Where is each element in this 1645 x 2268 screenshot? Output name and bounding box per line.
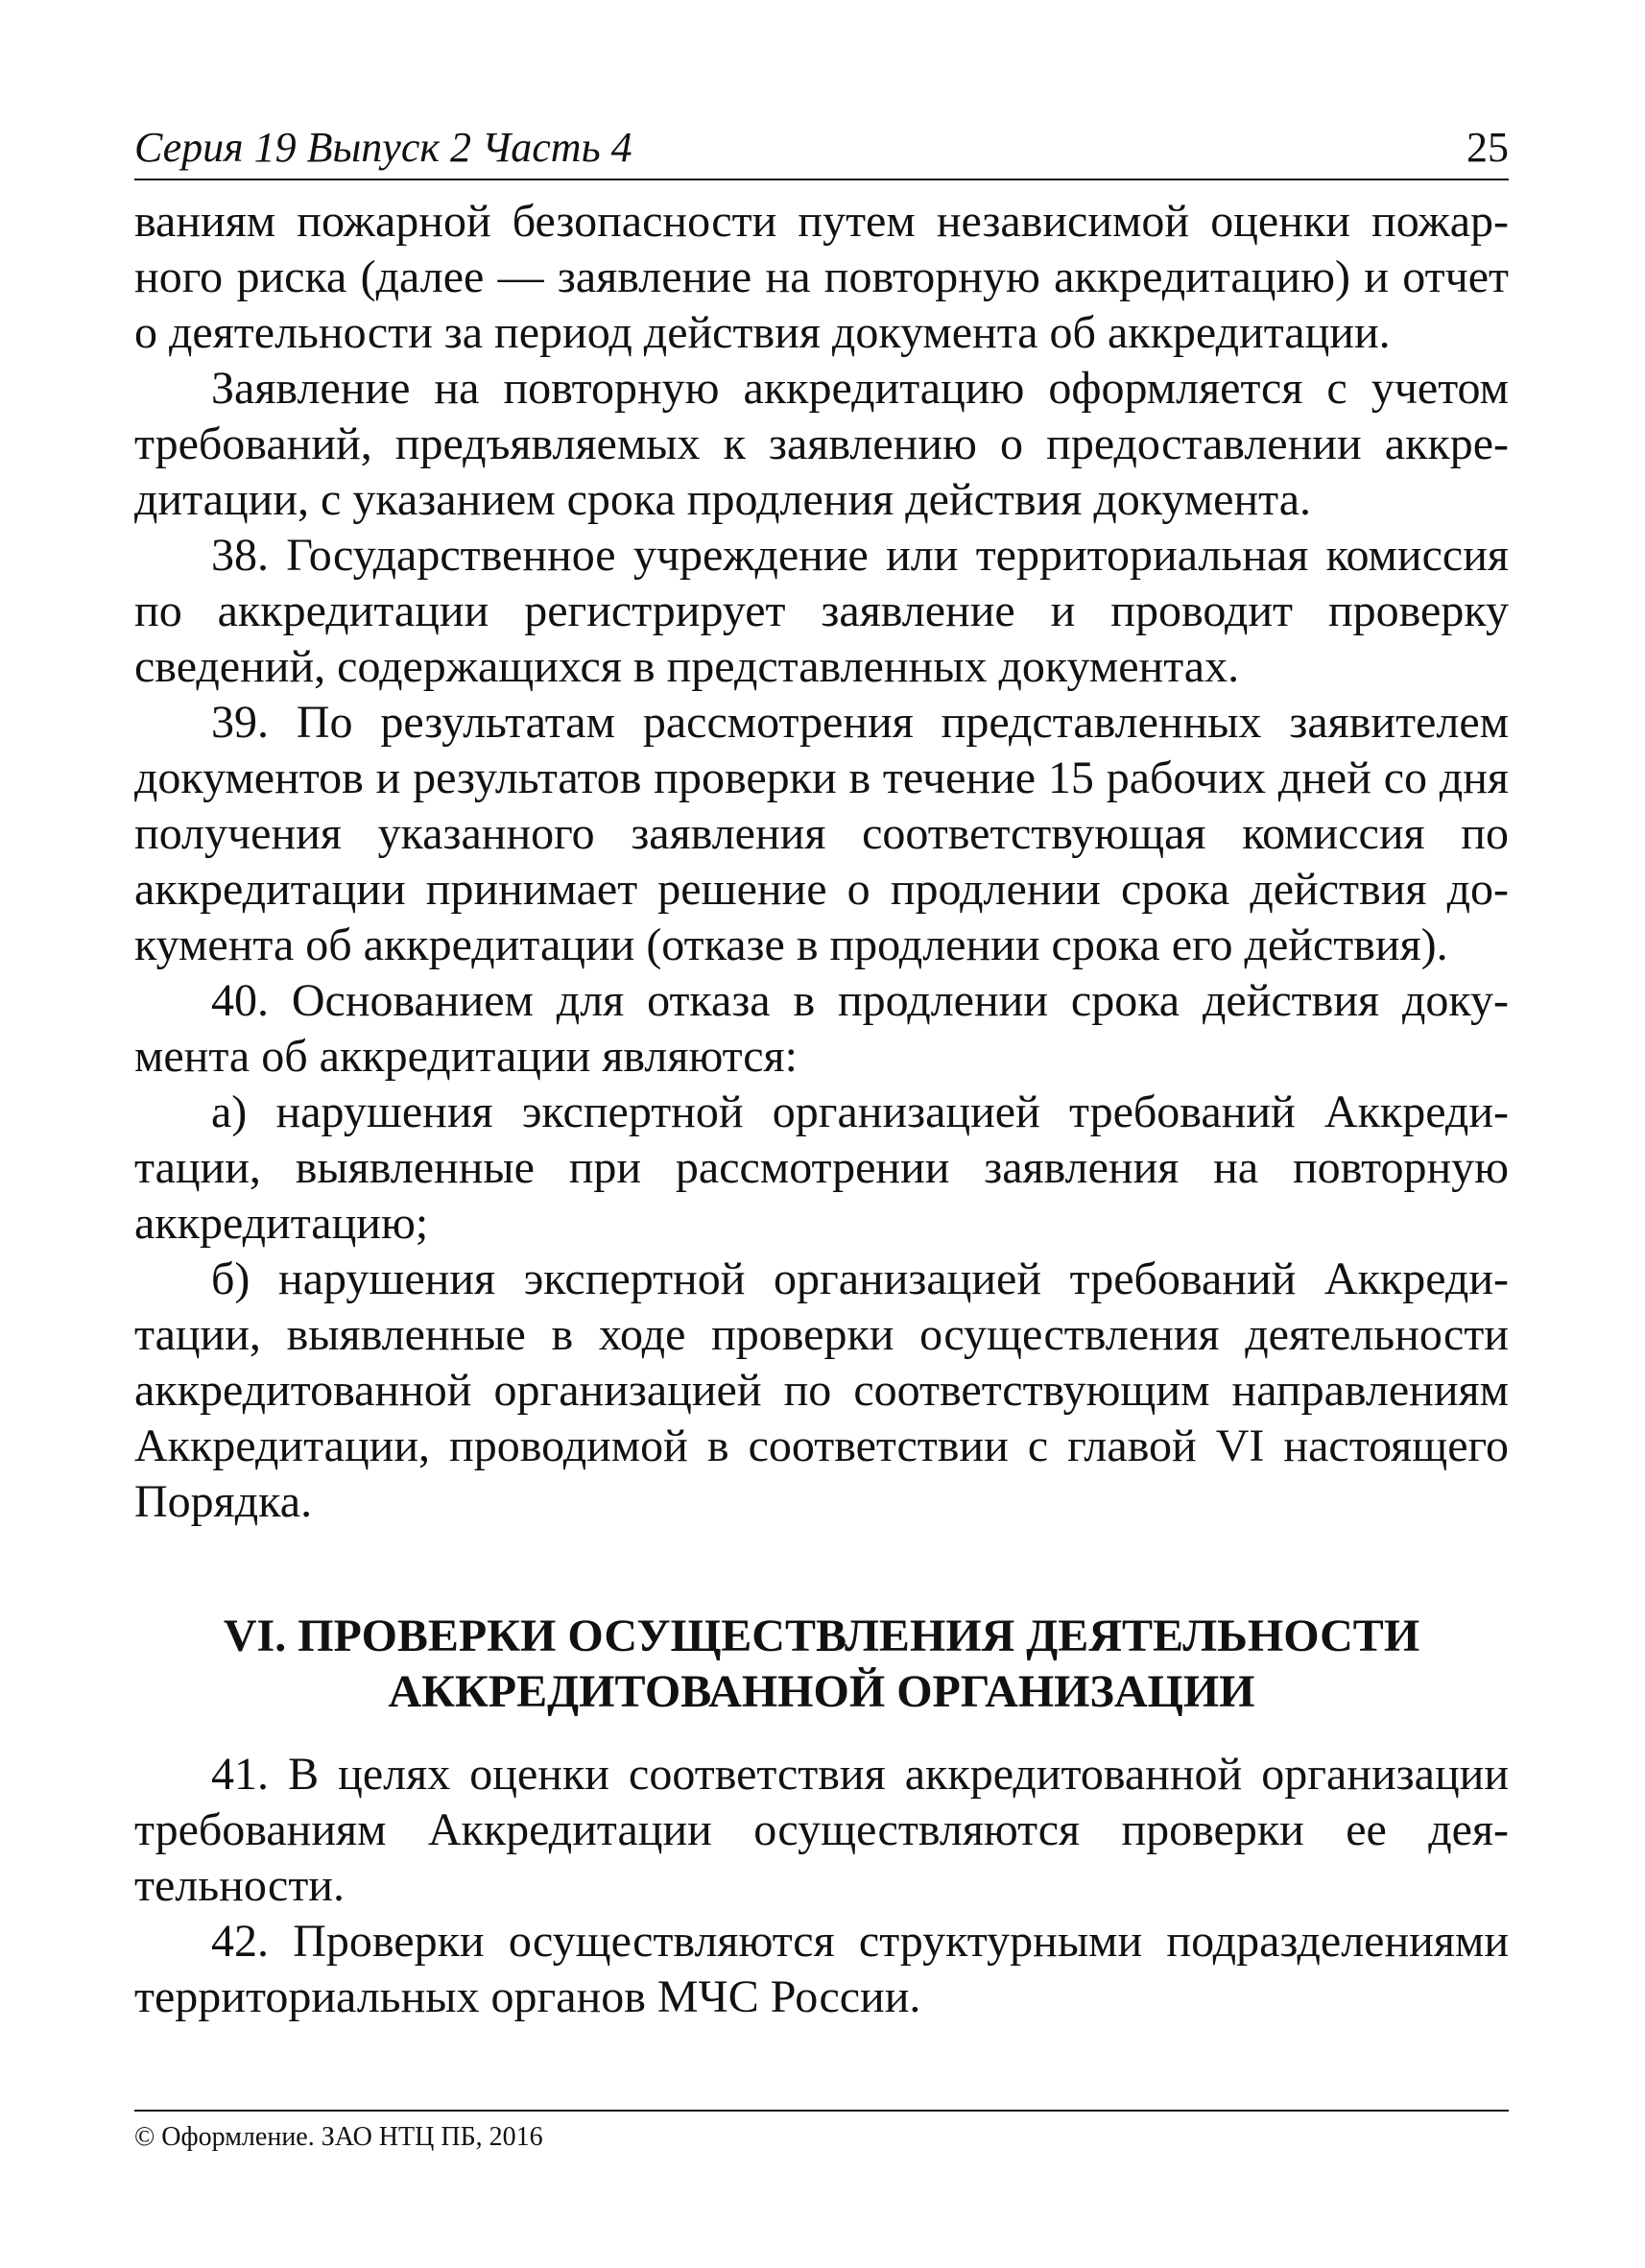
paragraph-40: 40. Основанием для отказа в продлении срока действия документа об аккредитации являются: [134, 975, 1509, 1082]
list-item-a: а) нарушения экспертной организацией требований Аккредитации, выявленные при рассмотрении заявления на повторную аккредитацию; [134, 1086, 1509, 1249]
paragraph-42: 42. Проверки осуществляются структурными подразделениями территориальных органов МЧС России. [134, 1916, 1509, 2022]
paragraph-39: 39. По результатам рассмотрения представленных заявителем документов и результатов проверки в течение 15 рабочих дней со дня получения указанного заявления соответствующая комиссия по аккредитации принимает решение о продлении срока действия документа об аккредитации (отказе в продлении срока его действия). [134, 697, 1509, 970]
copyright-text: © Оформление. ЗАО НТЦ ПБ, 2016 [134, 2122, 543, 2152]
section-heading [134, 1609, 1509, 1720]
section-heading-line-2: АККРЕДИТОВАННОЙ ОРГАНИЗАЦИИ [388, 1666, 1255, 1717]
document-body [134, 194, 1509, 2025]
copyright-footer [134, 2110, 1509, 2154]
list-item-b: б) нарушения экспертной организацией требований Аккредитации, выявленные в ходе проверки осуществления деятельности аккредитованной организацией по соответствующим направлениям Аккредитации, проводимой в соответствии с главой VI настоящего Порядка. [134, 1253, 1509, 1527]
page-number: 25 [1466, 124, 1509, 171]
document-page [134, 123, 1509, 2025]
section-heading-line-1: VI. ПРОВЕРКИ ОСУЩЕСТВЛЕНИЯ ДЕЯТЕЛЬНОСТИ [223, 1611, 1420, 1661]
paragraph-38: 38. Государственное учреждение или территориальная комиссия по аккредитации регистрирует заявление и проводит проверку сведений, содержащихся в представленных документах. [134, 530, 1509, 692]
series-title: Серия 19 Выпуск 2 Часть 4 [134, 124, 632, 171]
running-header [134, 123, 1509, 180]
continuation-paragraph: ваниям пожарной безопасности путем независимой оценки пожарного риска (далее — заявление на повторную аккредитацию) и отчет о деятельности за период действия документа об аккредитации. [134, 196, 1509, 358]
paragraph-41: 41. В целях оценки соответствия аккредитованной организации требованиям Аккредитации осуществляются проверки ее деятельности. [134, 1749, 1509, 1911]
paragraph-accreditation-application: Заявление на повторную аккредитацию оформляется с учетом требований, предъявляемых к заявлению о предоставлении аккредитации, с указанием срока продления действия документа. [134, 363, 1509, 525]
